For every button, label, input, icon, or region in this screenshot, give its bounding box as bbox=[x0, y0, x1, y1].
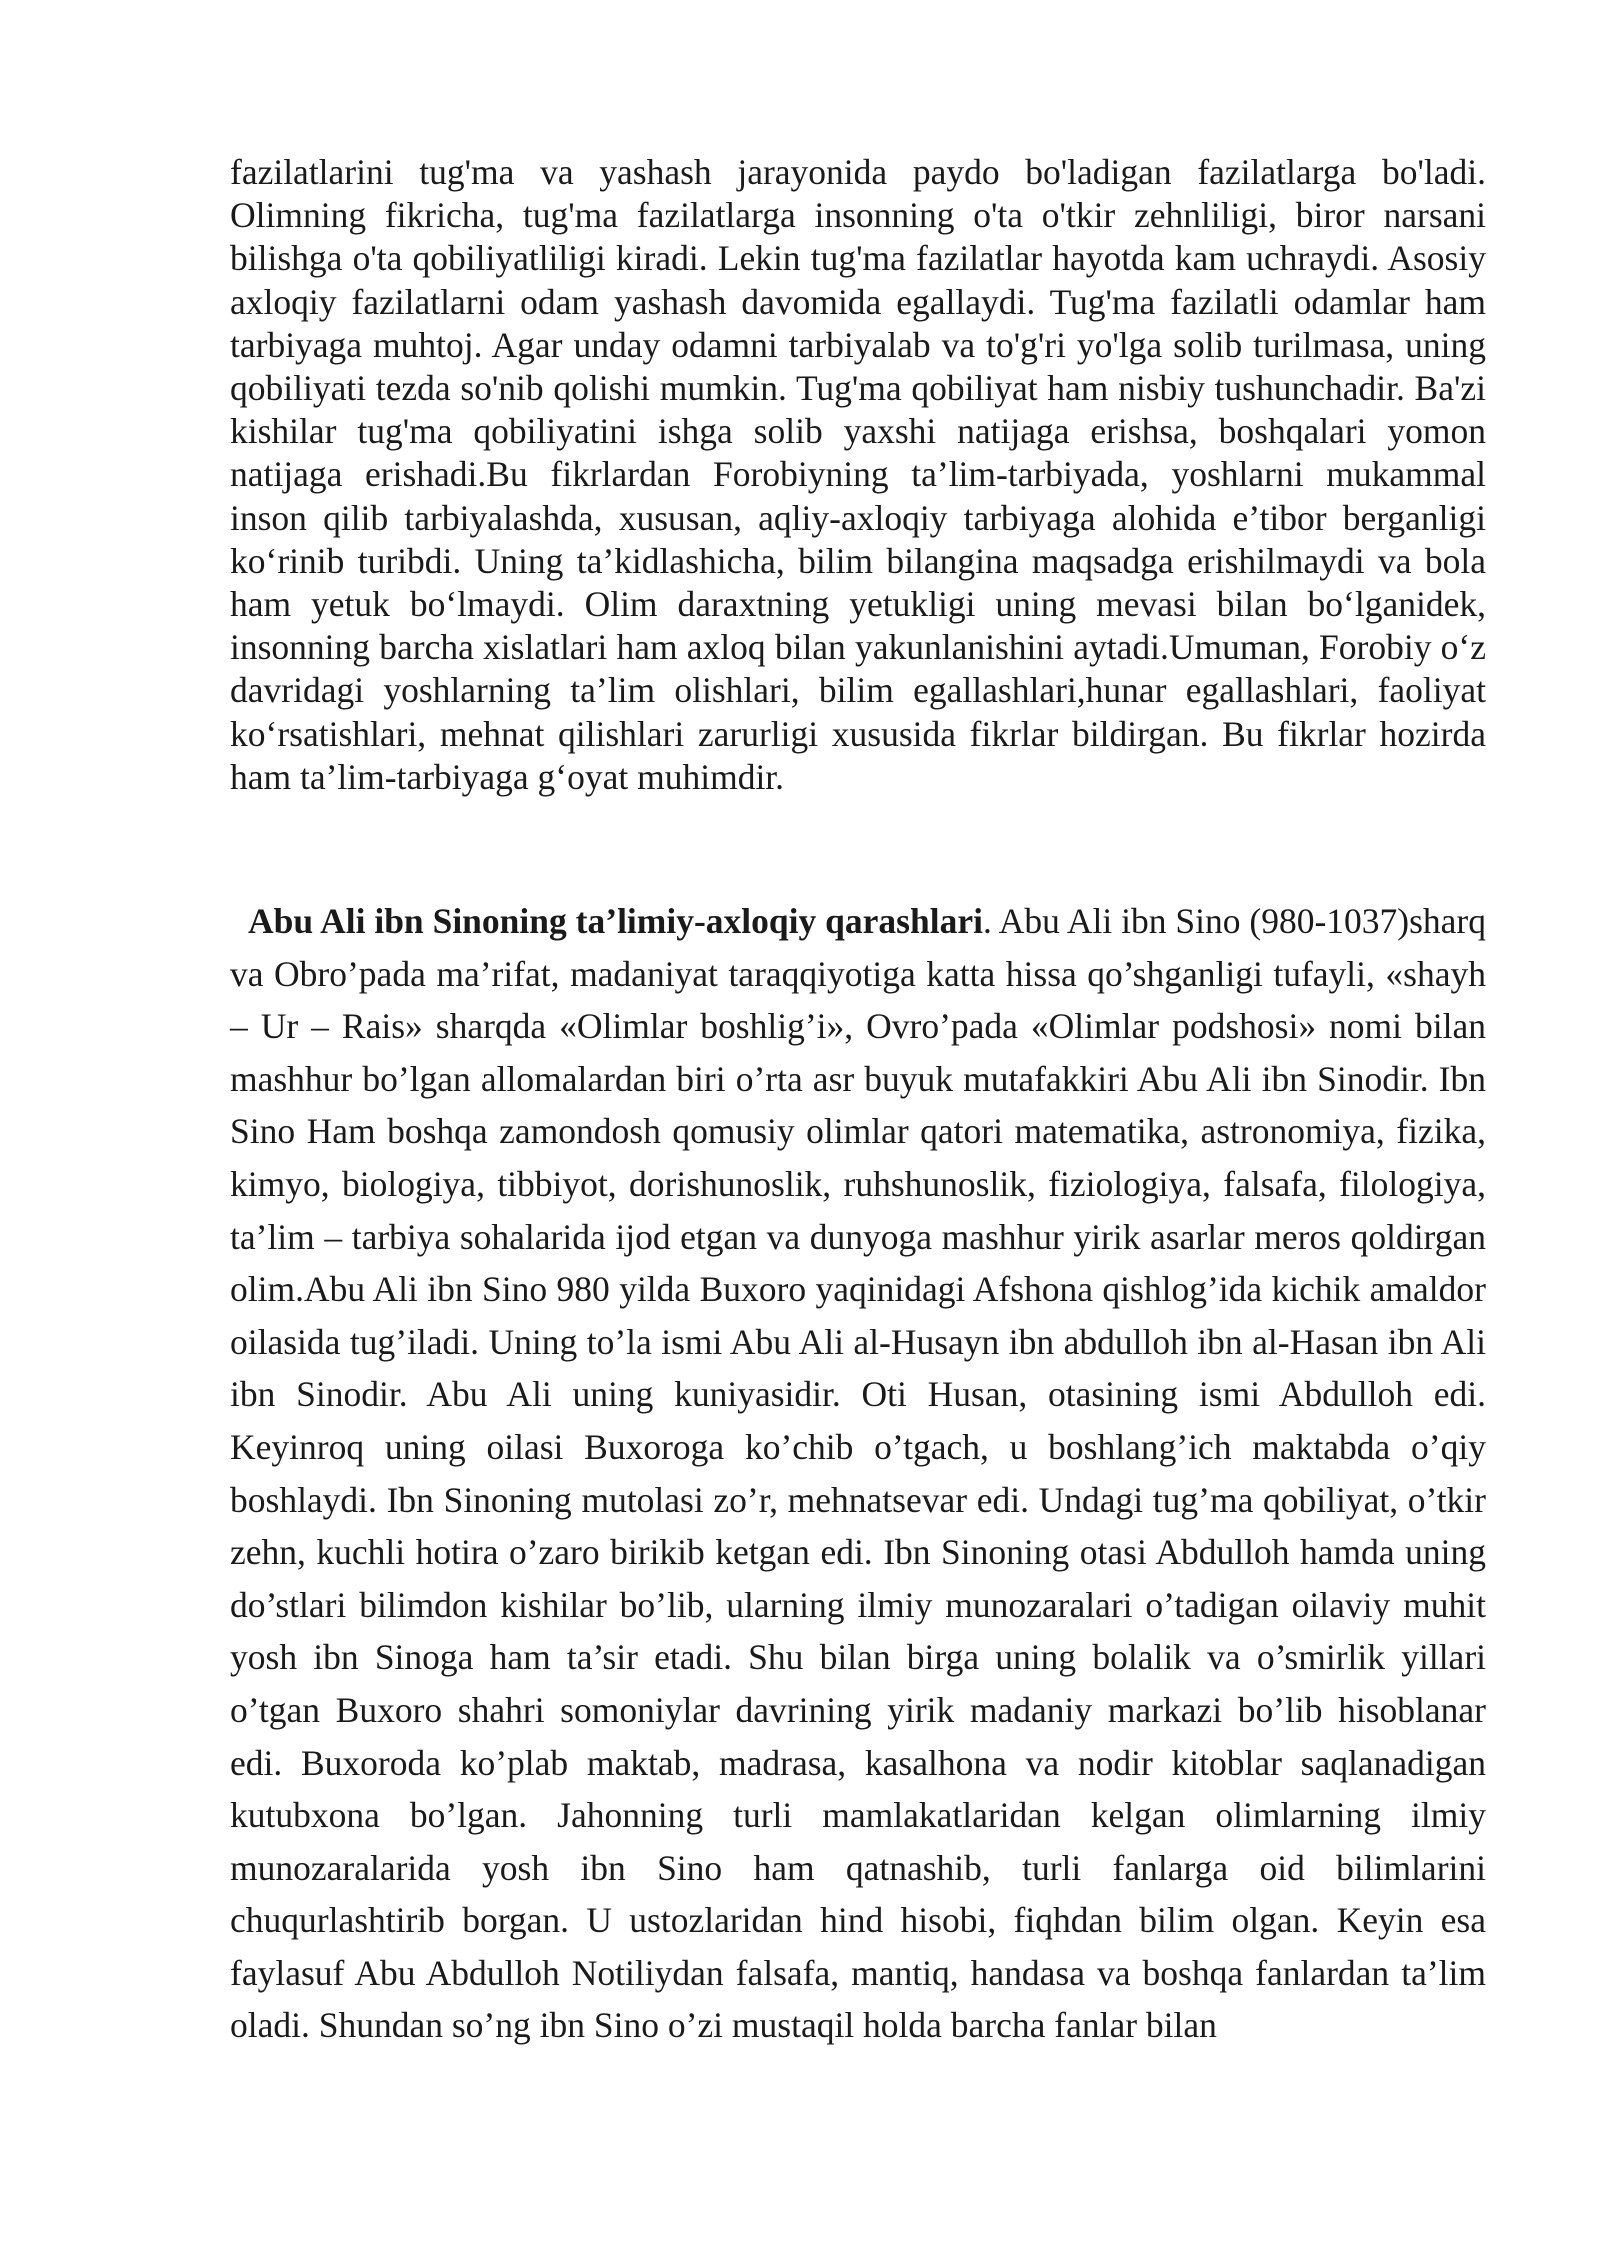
paragraph-ibn-sino-body: . Abu Ali ibn Sino (980-1037)sharq va Obro’pada ma’rifat, madaniyat taraqqiyotiga katta hissa qo’shganligi tufayli, «shayh – Ur – Rais» sharqda «Olimlar boshlig’i», Ovro’pada «Olimlar podshosi» nomi bilan mashhur bo’lgan allomalardan biri o’rta asr buyuk mutafakkiri Abu Ali ibn Sinodir. Ibn Sino Ham boshqa zamondosh qomusiy olimlar qatori matematika, astronomiya, fizika, kimyo, biologiya, tibbiyot, dorishunoslik, ruhshunoslik, fiziologiya, falsafa, filologiya, ta’lim – tarbiya sohalarida ijod etgan va dunyoga mashhur yirik asarlar meros qoldirgan olim.Abu Ali ibn Sino 980 yilda Buxoro yaqinidagi Afshona qishlog’ida kichik amaldor oilasida tug’iladi. Uning to’la ismi Abu Ali al-Husayn ibn abdulloh ibn al-Hasan ibn Ali ibn Sinodir. Abu Ali uning kuniyasidir. Oti Husan, otasining ismi Abdulloh edi. Keyinroq uning oilasi Buxoroga ko’chib o’tgach, u boshlang’ich maktabda o’qiy boshlaydi. Ibn Sinoning mutolasi zo’r, mehnatsevar edi. Undagi tug’ma qobiliyat, o’tkir zehn, kuchli hotira o’zaro birikib ketgan edi. Ibn Sinoning otasi Abdulloh hamda uning do’stlari bilimdon kishilar bo’lib, ularning ilmiy munozaralari o’tadigan oilaviy muhit yosh ibn Sinoga ham ta’sir etadi. Shu bilan birga uning bolalik va o’smirlik yillari o’tgan Buxoro shahri somoniylar davrining yirik madaniy markazi bo’lib hisoblanar edi. Buxoroda ko’plab maktab, madrasa, kasalhona va nodir kitoblar saqlanadigan kutubxona bo’lgan. Jahonning turli mamlakatlaridan kelgan olimlarning ilmiy munozaralarida yosh ibn Sino ham qatnashib, turli fanlarga oid bilimlarini chuqurlashtirib borgan. U ustozlaridan hind hisobi, fiqhdan bilim olgan. Keyin esa faylasuf Abu Abdulloh Notiliydan falsafa, mantiq, handasa va boshqa fanlardan ta’lim oladi. Shundan so’ng ibn Sino o’zi mustaqil holda barcha fanlar bilan bbox=[230, 901, 1486, 2046]
section-heading: Abu Ali ibn Sinoning ta’limiy-axloqiy qarashlari bbox=[248, 901, 983, 941]
paragraph-farabi-virtues: fazilatlarini tug'ma va yashash jarayonida paydo bo'ladigan fazilatlarga bo'ladi. Olimning fikricha, tug'ma fazilatlarga insonning o'ta o'tkir zehnliligi, biror narsani bilishga o'ta qobiliyatliligi kiradi. Lekin tug'ma fazilatlar hayotda kam uchraydi. Asosiy axloqiy fazilatlarni odam yashash davomida egallaydi. Tug'ma fazilatli odamlar ham tarbiyaga muhtoj. Agar unday odamni tarbiyalab va to'g'ri yo'lga solib turilmasa, uning qobiliyati tezda so'nib qolishi mumkin. Tug'ma qobiliyat ham nisbiy tushunchadir. Ba'zi kishilar tug'ma qobiliyatini ishga solib yaxshi natijaga erishsa, boshqalari yomon natijaga erishadi.Bu fikrlardan Forobiyning ta’lim-tarbiyada, yoshlarni mukammal inson qilib tarbiyalashda, xususan, aqliy-axloqiy tarbiyaga alohida e’tibor berganligi ko‘rinib turibdi. Uning ta’kidlashicha, bilim bilangina maqsadga erishilmaydi va bola ham yetuk bo‘lmaydi. Olim daraxtning yetukligi uning mevasi bilan bo‘lganidek, insonning barcha xislatlari ham axloq bilan yakunlanishini aytadi.Umuman, Forobiy o‘z davridagi yoshlarning ta’lim olishlari, bilim egallashlari,hunar egallashlari, faoliyat ko‘rsatishlari, mehnat qilishlari zarurligi xususida fikrlar bildirgan. Bu fikrlar hozirda ham ta’lim-tarbiyaga g‘oyat muhimdir. bbox=[230, 152, 1486, 797]
paragraph-ibn-sino bbox=[230, 895, 1486, 2052]
